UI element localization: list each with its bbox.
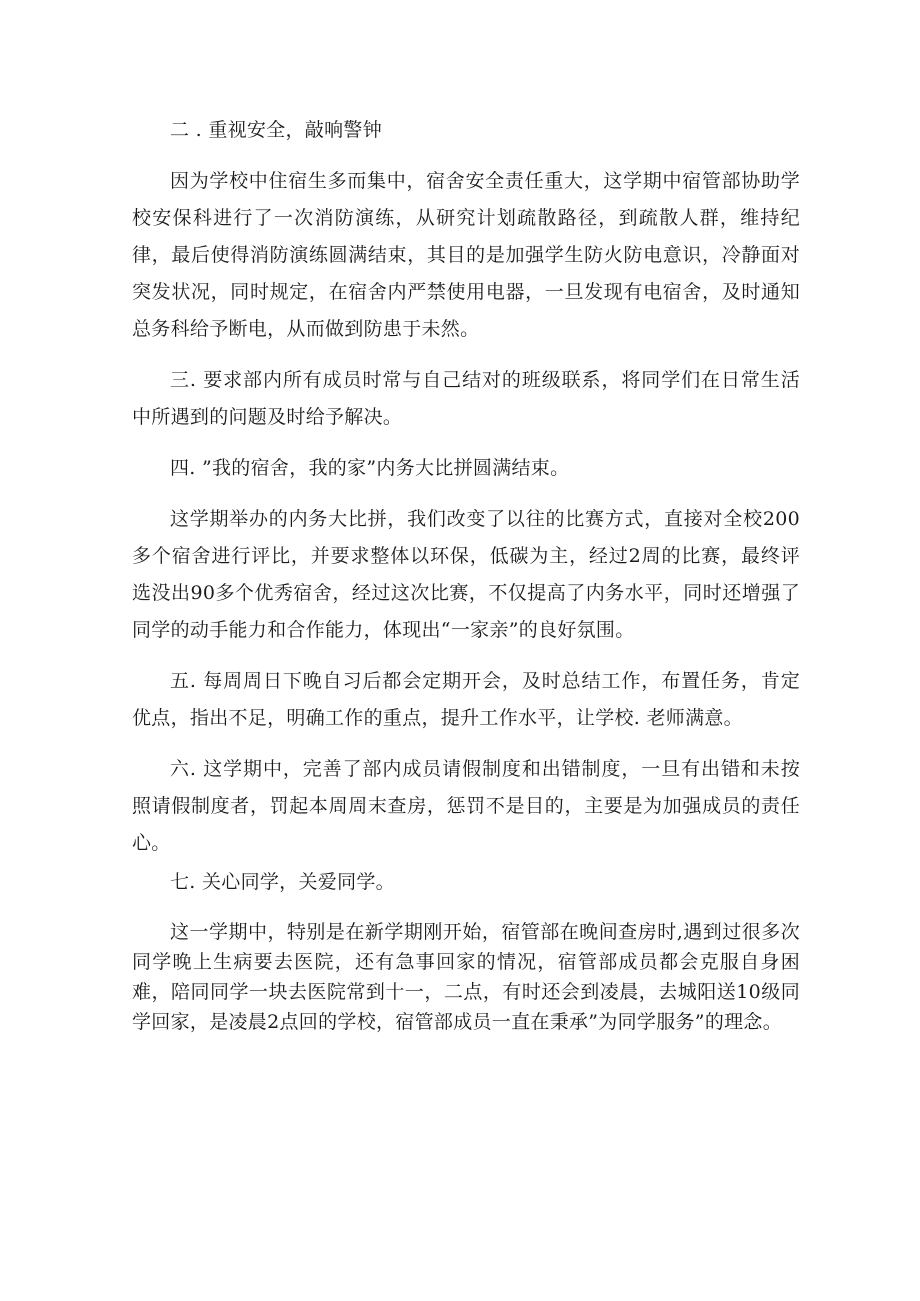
section-heading-care: 七. 关心同学，关爱同学。 xyxy=(170,871,395,893)
paragraph-weekly-meeting: 五. 每周周日下晚自习后都会定期开会，及时总结工作，布置任务，肯定优点，指出不足，明确工作的重点，提升工作水平，让学校. 老师满意。 xyxy=(132,670,800,729)
paragraph-care: 这一学期中，特别是在新学期刚开始，宿管部在晚间查房时,遇到过很多次同学晚上生病要去医院，还有急事回家的情况，宿管部成员都会克服自身困难，陪同同学一块去医院常到十一，二点，有时还会到凌晨，去城阳送10级同学回家，是凌晨2点回的学校，宿管部成员一直在秉承”为同学服务”的理念。 xyxy=(132,921,800,1033)
paragraph-dorm-contest: 这学期举办的内务大比拼，我们改变了以往的比赛方式，直接对全校200多个宿舍进行评比，并要求整体以环保，低碳为主，经过2周的比赛，最终评选没出90多个优秀宿舍，经过这次比赛，不仅提高了内务水平，同时还增强了同学的动手能力和合作能力，体现出“一家亲”的良好氛围。 xyxy=(132,508,800,641)
paragraph-class-contact: 三. 要求部内所有成员时常与自己结对的班级联系，将同学们在日常生活中所遇到的问题及时给予解决。 xyxy=(132,369,800,428)
section-heading-dorm-contest: 四. ”我的宿舍，我的家”内务大比拼圆满结束。 xyxy=(170,457,570,479)
paragraph-leave-system: 六. 这学期中，完善了部内成员请假制度和出错制度，一旦有出错和未按照请假制度者，罚起本周周末查房，惩罚不是目的，主要是为加强成员的责任心。 xyxy=(132,758,800,854)
document-body xyxy=(132,112,800,1037)
section-heading-safety: 二 . 重视安全，敲响警钟 xyxy=(170,119,383,141)
paragraph-fire-drill: 因为学校中住宿生多而集中，宿舍安全责任重大，这学期中宿管部协助学校安保科进行了一次消防演练，从研究计划疏散路径，到疏散人群，维持纪律，最后使得消防演练圆满结束，其目的是加强学生防火防电意识，冷静面对突发状况，同时规定，在宿舍内严禁使用电器，一旦发现有电宿舍，及时通知总务科给予断电，从而做到防患于未然。 xyxy=(132,170,800,340)
